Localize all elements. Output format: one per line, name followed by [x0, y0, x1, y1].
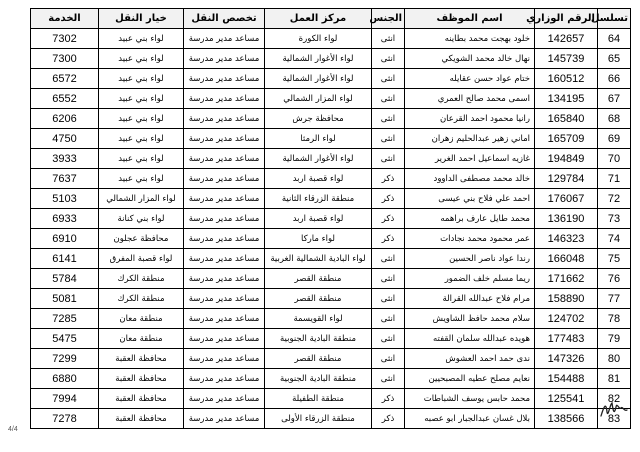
ministry-number-cell: 165709: [535, 129, 598, 149]
transfer-option-cell: لواء بني عبيد: [99, 169, 184, 189]
service-cell: 4750: [31, 129, 99, 149]
table-row: [31, 29, 631, 49]
transfer-specialty-cell: مساعد مدير مدرسة: [184, 89, 265, 109]
page-number: 4/4: [8, 426, 18, 433]
table-row: [31, 269, 631, 289]
gender-cell: انثى: [372, 69, 405, 89]
header-employee-name: اسم الموظف: [405, 9, 535, 29]
transfer-specialty-cell: مساعد مدير مدرسة: [184, 209, 265, 229]
gender-cell: انثى: [372, 309, 405, 329]
table-row: [31, 69, 631, 89]
employee-name-cell: مرام فلاح عبدالله القرالة: [405, 289, 535, 309]
signature-mark: [599, 398, 629, 420]
serial-cell: 75: [598, 249, 631, 269]
table-row: [31, 409, 631, 429]
employee-name-cell: بلال غسان عبدالجبار ابو عصبه: [405, 409, 535, 429]
table-row: [31, 229, 631, 249]
table-row: [31, 169, 631, 189]
header-service: الخدمة: [31, 9, 99, 29]
table-body: [31, 29, 631, 429]
ministry-number-cell: 129784: [535, 169, 598, 189]
table-row: [31, 89, 631, 109]
gender-cell: انثى: [372, 89, 405, 109]
serial-cell: 72: [598, 189, 631, 209]
ministry-number-cell: 146323: [535, 229, 598, 249]
transfer-specialty-cell: مساعد مدير مدرسة: [184, 69, 265, 89]
header-workplace: مركز العمل: [265, 9, 372, 29]
employee-name-cell: عمر محمود محمد نجادات: [405, 229, 535, 249]
service-cell: 6552: [31, 89, 99, 109]
employee-name-cell: نهال خالد محمد الشويكي: [405, 49, 535, 69]
service-cell: 5103: [31, 189, 99, 209]
employee-name-cell: اسمى محمد صالح العمري: [405, 89, 535, 109]
workplace-cell: لواء الكورة: [265, 29, 372, 49]
employee-name-cell: رانيا محمود احمد القرعان: [405, 109, 535, 129]
transfer-option-cell: لواء بني عبيد: [99, 109, 184, 129]
transfer-option-cell: منطقة الكرك: [99, 269, 184, 289]
transfer-specialty-cell: مساعد مدير مدرسة: [184, 269, 265, 289]
ministry-number-cell: 145739: [535, 49, 598, 69]
serial-cell: 78: [598, 309, 631, 329]
serial-cell: 74: [598, 229, 631, 249]
workplace-cell: منطقة البادية الجنوبية: [265, 329, 372, 349]
ministry-number-cell: 138566: [535, 409, 598, 429]
transfer-specialty-cell: مساعد مدير مدرسة: [184, 409, 265, 429]
serial-cell: 76: [598, 269, 631, 289]
workplace-cell: لواء المزار الشمالي: [265, 89, 372, 109]
gender-cell: انثى: [372, 109, 405, 129]
service-cell: 6933: [31, 209, 99, 229]
serial-cell: 83: [598, 409, 631, 429]
workplace-cell: منطقة القصر: [265, 269, 372, 289]
gender-cell: ذكر: [372, 389, 405, 409]
workplace-cell: منطقة القصر: [265, 349, 372, 369]
employee-name-cell: رندا عواد ناصر الحسين: [405, 249, 535, 269]
service-cell: 5784: [31, 269, 99, 289]
table-row: [31, 109, 631, 129]
transfer-specialty-cell: مساعد مدير مدرسة: [184, 349, 265, 369]
transfer-specialty-cell: مساعد مدير مدرسة: [184, 29, 265, 49]
serial-cell: 79: [598, 329, 631, 349]
serial-cell: 82: [598, 389, 631, 409]
service-cell: 5475: [31, 329, 99, 349]
gender-cell: انثى: [372, 369, 405, 389]
ministry-number-cell: 160512: [535, 69, 598, 89]
service-cell: 6206: [31, 109, 99, 129]
gender-cell: انثى: [372, 269, 405, 289]
table-row: [31, 149, 631, 169]
service-cell: 7994: [31, 389, 99, 409]
transfer-table: [30, 8, 631, 429]
transfer-option-cell: لواء بني عبيد: [99, 89, 184, 109]
workplace-cell: لواء الرمثا: [265, 129, 372, 149]
header-gender: الجنس: [372, 9, 405, 29]
ministry-number-cell: 176067: [535, 189, 598, 209]
ministry-number-cell: 125541: [535, 389, 598, 409]
service-cell: 6880: [31, 369, 99, 389]
service-cell: 7302: [31, 29, 99, 49]
gender-cell: انثى: [372, 29, 405, 49]
table-row: [31, 329, 631, 349]
workplace-cell: منطقة البادية الجنوبية: [265, 369, 372, 389]
transfer-specialty-cell: مساعد مدير مدرسة: [184, 329, 265, 349]
serial-cell: 77: [598, 289, 631, 309]
gender-cell: انثى: [372, 129, 405, 149]
table-row: [31, 189, 631, 209]
ministry-number-cell: 177483: [535, 329, 598, 349]
employee-name-cell: هويده عبدالله سلمان القفته: [405, 329, 535, 349]
ministry-number-cell: 165840: [535, 109, 598, 129]
transfer-option-cell: لواء بني عبيد: [99, 69, 184, 89]
transfer-specialty-cell: مساعد مدير مدرسة: [184, 109, 265, 129]
transfer-specialty-cell: مساعد مدير مدرسة: [184, 229, 265, 249]
gender-cell: ذكر: [372, 169, 405, 189]
ministry-number-cell: 154488: [535, 369, 598, 389]
employee-name-cell: اماني زهير عبدالحليم زهران: [405, 129, 535, 149]
transfer-specialty-cell: مساعد مدير مدرسة: [184, 129, 265, 149]
serial-cell: 67: [598, 89, 631, 109]
serial-cell: 81: [598, 369, 631, 389]
header-serial: تسلسل: [598, 9, 631, 29]
table-row: [31, 129, 631, 149]
transfer-option-cell: محافظة العقبة: [99, 369, 184, 389]
service-cell: 6572: [31, 69, 99, 89]
transfer-option-cell: لواء بني عبيد: [99, 129, 184, 149]
workplace-cell: منطقة القصر: [265, 289, 372, 309]
workplace-cell: لواء الأغوار الشمالية: [265, 49, 372, 69]
service-cell: 7278: [31, 409, 99, 429]
table-row: [31, 209, 631, 229]
serial-cell: 71: [598, 169, 631, 189]
transfer-specialty-cell: مساعد مدير مدرسة: [184, 289, 265, 309]
serial-cell: 70: [598, 149, 631, 169]
transfer-option-cell: لواء بني عبيد: [99, 29, 184, 49]
workplace-cell: لواء الأغوار الشمالية: [265, 149, 372, 169]
ministry-number-cell: 147326: [535, 349, 598, 369]
transfer-specialty-cell: مساعد مدير مدرسة: [184, 369, 265, 389]
transfer-option-cell: محافظة العقبة: [99, 409, 184, 429]
workplace-cell: لواء قصبة اربد: [265, 169, 372, 189]
transfer-option-cell: لواء قصبة المفرق: [99, 249, 184, 269]
employee-name-cell: احمد علي فلاح بني عيسى: [405, 189, 535, 209]
serial-cell: 64: [598, 29, 631, 49]
table-row: [31, 349, 631, 369]
serial-cell: 65: [598, 49, 631, 69]
ministry-number-cell: 142657: [535, 29, 598, 49]
serial-cell: 80: [598, 349, 631, 369]
transfer-option-cell: لواء بني كنانة: [99, 209, 184, 229]
service-cell: 6141: [31, 249, 99, 269]
header-row: [31, 9, 631, 29]
employee-name-cell: نعايم مصلح عطيه المصبحيين: [405, 369, 535, 389]
employee-name-cell: محمد حابس يوسف الشباطات: [405, 389, 535, 409]
transfer-option-cell: لواء بني عبيد: [99, 149, 184, 169]
employee-name-cell: خلود بهجت محمد بطاينه: [405, 29, 535, 49]
transfer-specialty-cell: مساعد مدير مدرسة: [184, 189, 265, 209]
service-cell: 6910: [31, 229, 99, 249]
table-row: [31, 369, 631, 389]
table-row: [31, 289, 631, 309]
table-row: [31, 389, 631, 409]
workplace-cell: منطقة الزرقاء الأولى: [265, 409, 372, 429]
gender-cell: ذكر: [372, 189, 405, 209]
service-cell: 7637: [31, 169, 99, 189]
workplace-cell: لواء ماركا: [265, 229, 372, 249]
serial-cell: 73: [598, 209, 631, 229]
transfer-specialty-cell: مساعد مدير مدرسة: [184, 149, 265, 169]
ministry-number-cell: 166048: [535, 249, 598, 269]
transfer-option-cell: محافظة العقبة: [99, 349, 184, 369]
header-transfer-option: خيار النقل: [99, 9, 184, 29]
employee-name-cell: سلام محمد حافظ الشاويش: [405, 309, 535, 329]
transfer-option-cell: محافظة العقبة: [99, 389, 184, 409]
transfer-option-cell: منطقة معان: [99, 329, 184, 349]
gender-cell: ذكر: [372, 229, 405, 249]
ministry-number-cell: 136190: [535, 209, 598, 229]
transfer-option-cell: لواء بني عبيد: [99, 49, 184, 69]
ministry-number-cell: 124702: [535, 309, 598, 329]
transfer-option-cell: لواء المزار الشمالي: [99, 189, 184, 209]
service-cell: 3933: [31, 149, 99, 169]
service-cell: 5081: [31, 289, 99, 309]
gender-cell: انثى: [372, 249, 405, 269]
employee-name-cell: ختام عواد حسن عقايله: [405, 69, 535, 89]
service-cell: 7300: [31, 49, 99, 69]
employee-name-cell: ندى حمد احمد العشوش: [405, 349, 535, 369]
gender-cell: ذكر: [372, 409, 405, 429]
table-row: [31, 309, 631, 329]
service-cell: 7285: [31, 309, 99, 329]
transfer-specialty-cell: مساعد مدير مدرسة: [184, 389, 265, 409]
transfer-specialty-cell: مساعد مدير مدرسة: [184, 249, 265, 269]
serial-cell: 69: [598, 129, 631, 149]
employee-name-cell: ريما مسلم خلف الضمور: [405, 269, 535, 289]
ministry-number-cell: 171662: [535, 269, 598, 289]
transfer-option-cell: محافظة عجلون: [99, 229, 184, 249]
gender-cell: انثى: [372, 289, 405, 309]
ministry-number-cell: 194849: [535, 149, 598, 169]
gender-cell: انثى: [372, 49, 405, 69]
workplace-cell: منطقة الزرقاء الثانية: [265, 189, 372, 209]
ministry-number-cell: 134195: [535, 89, 598, 109]
employee-name-cell: محمد طايل عارف براهمه: [405, 209, 535, 229]
transfer-specialty-cell: مساعد مدير مدرسة: [184, 169, 265, 189]
gender-cell: انثى: [372, 349, 405, 369]
gender-cell: انثى: [372, 329, 405, 349]
ministry-number-cell: 158890: [535, 289, 598, 309]
table-row: [31, 249, 631, 269]
workplace-cell: لواء البادية الشمالية الغربية: [265, 249, 372, 269]
employee-name-cell: غازيه اسماعيل احمد الغرير: [405, 149, 535, 169]
workplace-cell: منطقة الطفيلة: [265, 389, 372, 409]
header-transfer-specialty: تخصص النقل: [184, 9, 265, 29]
transfer-specialty-cell: مساعد مدير مدرسة: [184, 49, 265, 69]
service-cell: 7299: [31, 349, 99, 369]
transfer-option-cell: منطقة معان: [99, 309, 184, 329]
employee-name-cell: خالد محمد مصطفى الداوود: [405, 169, 535, 189]
serial-cell: 66: [598, 69, 631, 89]
header-ministry-number: الرقم الوزاري: [535, 9, 598, 29]
transfer-option-cell: منطقة الكرك: [99, 289, 184, 309]
serial-cell: 68: [598, 109, 631, 129]
transfer-specialty-cell: مساعد مدير مدرسة: [184, 309, 265, 329]
gender-cell: انثى: [372, 149, 405, 169]
table-row: [31, 49, 631, 69]
workplace-cell: لواء الأغوار الشمالية: [265, 69, 372, 89]
gender-cell: ذكر: [372, 209, 405, 229]
workplace-cell: لواء قصبة اربد: [265, 209, 372, 229]
workplace-cell: محافظة جرش: [265, 109, 372, 129]
workplace-cell: لواء القويسمة: [265, 309, 372, 329]
